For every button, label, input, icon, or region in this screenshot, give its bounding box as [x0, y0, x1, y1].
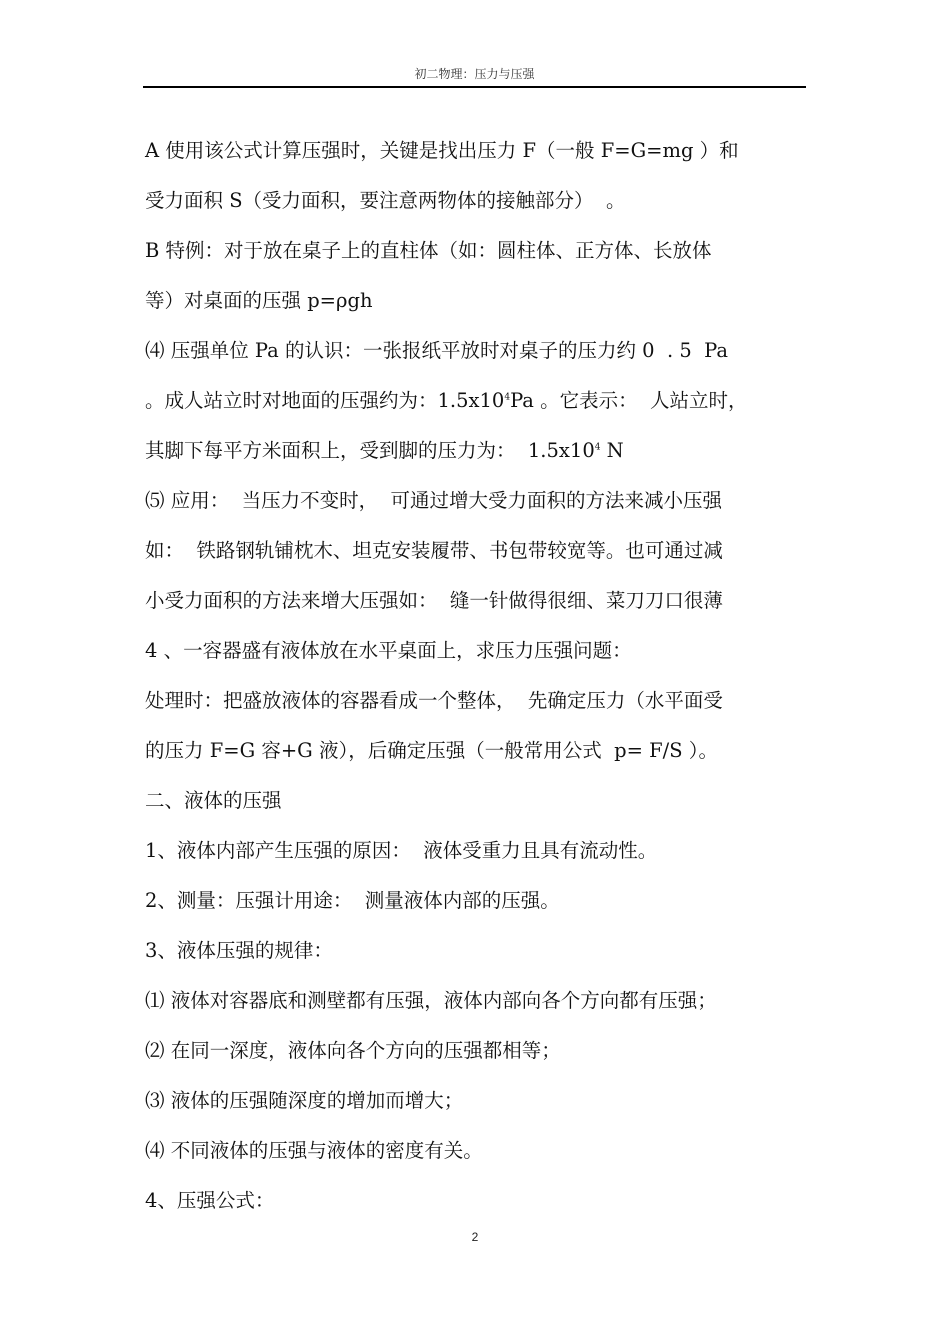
text-segment: Pa 。它表示： 人站立时，	[510, 389, 748, 412]
text-line: 如： 铁路钢轨铺枕木、坦克安装履带、书包带较宽等。也可通过减	[145, 539, 723, 562]
text-line: 1、液体内部产生压强的原因： 液体受重力且具有流动性。	[145, 839, 658, 862]
text-line: ⑵ 在同一深度，液体向各个方向的压强都相等；	[145, 1039, 561, 1062]
text-line: ⑸ 应用： 当压力不变时， 可通过增大受力面积的方法来减小压强	[145, 489, 722, 512]
text-segment: 。成人站立时对地面的压强约为：1.5x10	[145, 389, 505, 412]
section-heading: 二、液体的压强	[145, 789, 282, 812]
text-line: 处理时：把盛放液体的容器看成一个整体， 先确定压力（水平面受	[145, 689, 723, 712]
text-line: 4、压强公式：	[145, 1189, 275, 1212]
exponent: 4	[594, 442, 601, 453]
text-line: ⑴ 液体对容器底和测壁都有压强，液体内部向各个方向都有压强；	[145, 989, 717, 1012]
text-line: 3、液体压强的规律：	[145, 939, 333, 962]
text-line: 等）对桌面的压强 p=ρgh	[145, 289, 373, 312]
text-segment: 其脚下每平方米面积上，受到脚的压力为： 1.5x10	[145, 439, 595, 462]
exponent: 4	[504, 392, 511, 403]
text-line	[145, 388, 748, 414]
text-line: A 使用该公式计算压强时，关键是找出压力 F（一般 F=G=mg ）和	[145, 139, 739, 162]
text-line: 受力面积 S（受力面积，要注意两物体的接触部分） 。	[145, 189, 626, 212]
text-line: 2、测量：压强计用途： 测量液体内部的压强。	[145, 889, 560, 912]
page-header	[143, 66, 806, 88]
text-line: ⑶ 液体的压强随深度的增加而增大；	[145, 1089, 464, 1112]
text-line: 4 、一容器盛有液体放在水平桌面上，求压力压强问题：	[145, 639, 632, 662]
text-line: 的压力 F=G 容+G 液），后确定压强（一般常用公式 p= F/S ）。	[145, 739, 719, 762]
header-title: 初二物理：压力与压强	[414, 67, 535, 81]
text-segment: N	[600, 439, 624, 462]
text-line: ⑷ 压强单位 Pa 的认识：一张报纸平放时对桌子的压力约 0 . 5 Pa	[145, 339, 729, 362]
text-line: B 特例：对于放在桌子上的直柱体（如：圆柱体、正方体、长放体	[145, 239, 712, 262]
text-line: 小受力面积的方法来增大压强如： 缝一针做得很细、菜刀刀口很薄	[145, 589, 723, 612]
page-number: 2	[471, 1230, 479, 1244]
text-line	[145, 438, 624, 464]
text-line: ⑷ 不同液体的压强与液体的密度有关。	[145, 1139, 483, 1162]
